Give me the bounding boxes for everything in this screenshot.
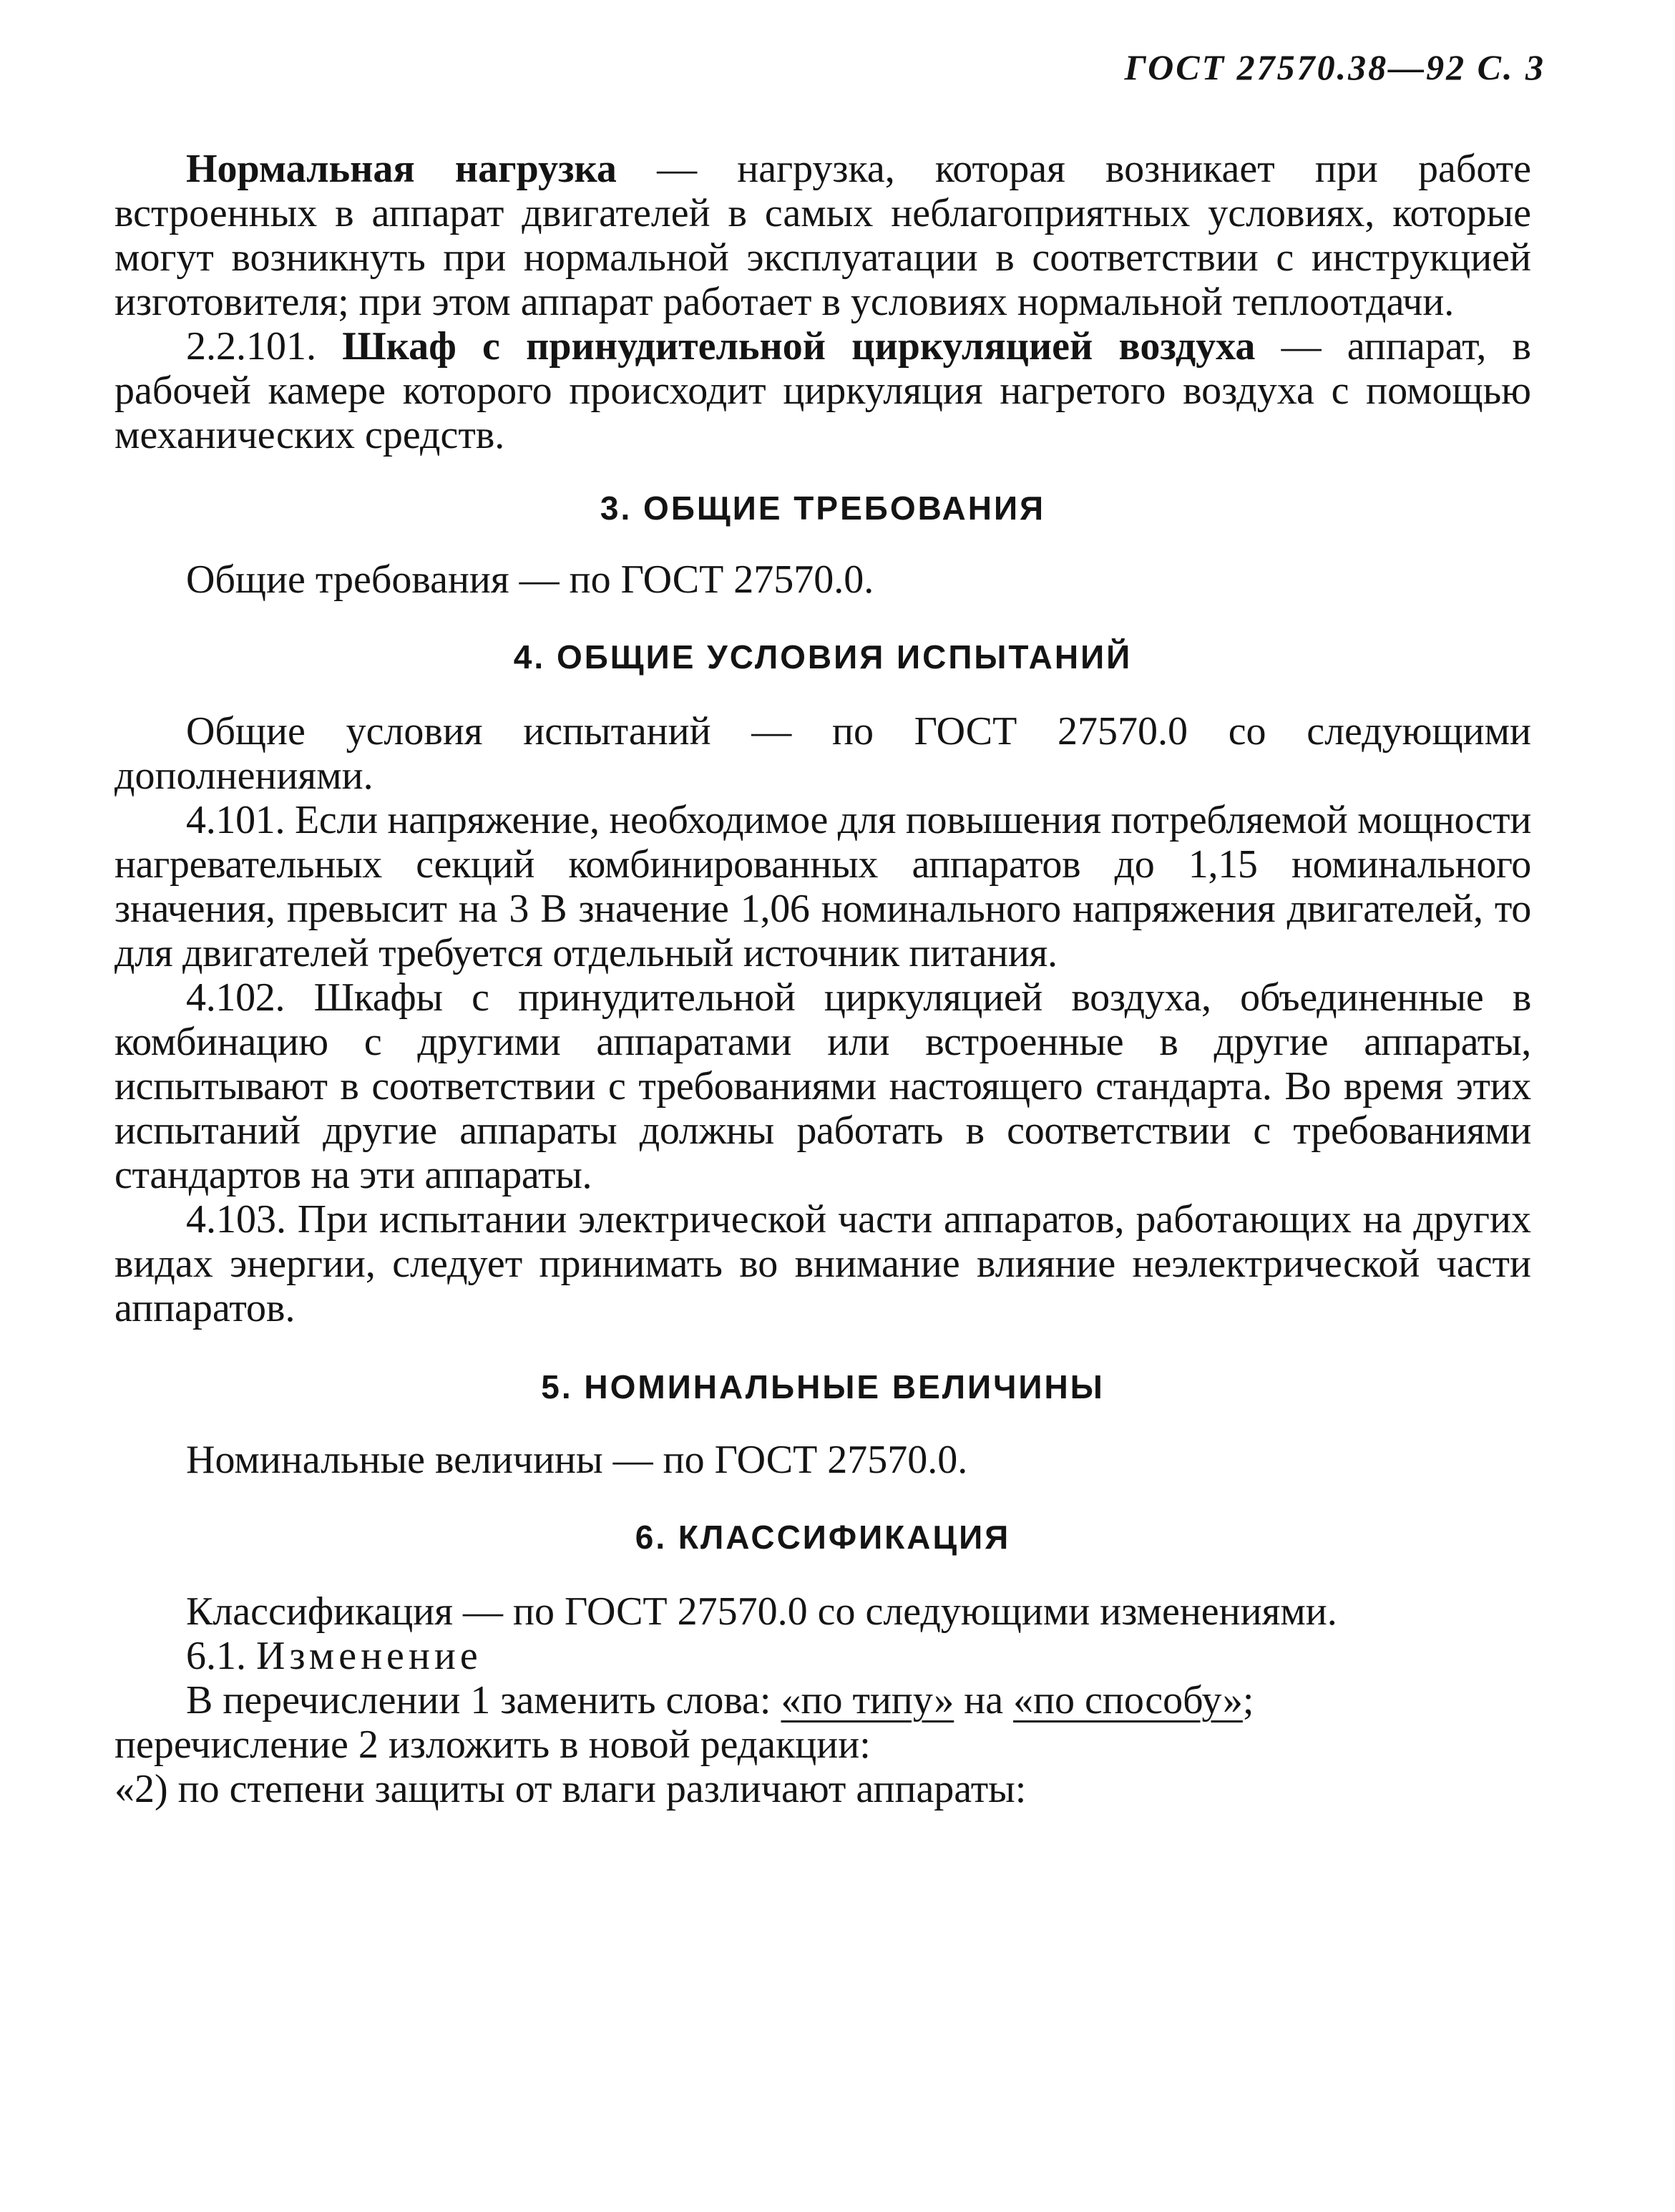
amendment-line-1-end: ;: [1242, 1678, 1254, 1723]
quoted-old-term: «по типу»: [781, 1678, 954, 1723]
clause-number-2-2-101: 2.2.101.: [186, 324, 343, 369]
running-header: ГОСТ 27570.38—92 С. 3: [1124, 47, 1545, 87]
amendment-line-3: «2) по степени защиты от влаги различают аппараты:: [114, 1767, 1027, 1811]
section-heading-4: 4. ОБЩИЕ УСЛОВИЯ ИСПЫТАНИЙ: [513, 638, 1133, 676]
section-3-text: Общие требования — по ГОСТ 27570.0.: [186, 557, 874, 602]
clause-6-1-title: Изменение: [256, 1634, 482, 1678]
definition-normal-load-text: — нагрузка, которая возникает при работе встроенных в аппарат двигателей в самых неблагоприятных условиях, которые могут возникнуть при нормальной эксплуатации в соответствии с инструкцией изготовителя; при этом аппарат работает в условиях нормальной теплоотдачи.: [114, 147, 1531, 324]
amendment-line-1: [114, 1678, 1531, 1723]
definition-2-2-101: [114, 324, 1531, 457]
amendment-line-2: перечисление 2 изложить в новой редакции:: [114, 1723, 871, 1767]
term-normal-load: Нормальная нагрузка: [186, 147, 617, 191]
quoted-new-term: «по способу»: [1013, 1678, 1243, 1723]
clause-4-103: 4.103. При испытании электрической части аппаратов, работающих на других видах энергии, следует принимать во внимание влияние неэлектрической части аппаратов.: [114, 1197, 1531, 1330]
clause-6-1: [114, 1634, 1531, 1678]
clause-4-102: 4.102. Шкафы с принудительной циркуляцией воздуха, объединенные в комбинацию с другими аппаратами или встроенные в другие аппараты, испытывают в соответствии с требованиями настоящего стандарта. Во время этих испытаний другие аппараты должны работать в соответствии с требованиями стандартов на эти аппараты.: [114, 975, 1531, 1197]
amendment-line-1-mid: на: [954, 1678, 1014, 1723]
term-forced-air-cabinet: Шкаф с принудительной циркуляцией воздуха: [342, 324, 1256, 369]
section-heading-6: 6. КЛАССИФИКАЦИЯ: [635, 1519, 1011, 1556]
clause-4-101: 4.101. Если напряжение, необходимое для повышения потребляемой мощности нагревательных секций комбинированных аппаратов до 1,15 номинального значения, превысит на 3 В значение 1,06 номинального напряжения двигателей, то для двигателей требуется отдельный источник питания.: [114, 798, 1531, 975]
section-4-intro: Общие условия испытаний — по ГОСТ 27570.0 со следующими дополнениями.: [114, 709, 1531, 798]
section-6-intro: Классификация — по ГОСТ 27570.0 со следующими изменениями.: [186, 1589, 1337, 1634]
section-5-text: Номинальные величины — по ГОСТ 27570.0.: [186, 1438, 968, 1482]
clause-number-6-1: 6.1.: [186, 1634, 256, 1678]
amendment-line-1-start: В перечислении 1 заменить слова:: [186, 1678, 781, 1723]
definition-normal-load: [114, 147, 1531, 324]
document-body: [114, 147, 1531, 1811]
section-heading-5: 5. НОМИНАЛЬНЫЕ ВЕЛИЧИНЫ: [541, 1368, 1105, 1405]
section-heading-3: 3. ОБЩИЕ ТРЕБОВАНИЯ: [600, 489, 1046, 527]
definition-2-2-101-text: — аппарат, в рабочей камере которого происходит циркуляция нагретого воздуха с помощью механических средств.: [114, 324, 1532, 457]
